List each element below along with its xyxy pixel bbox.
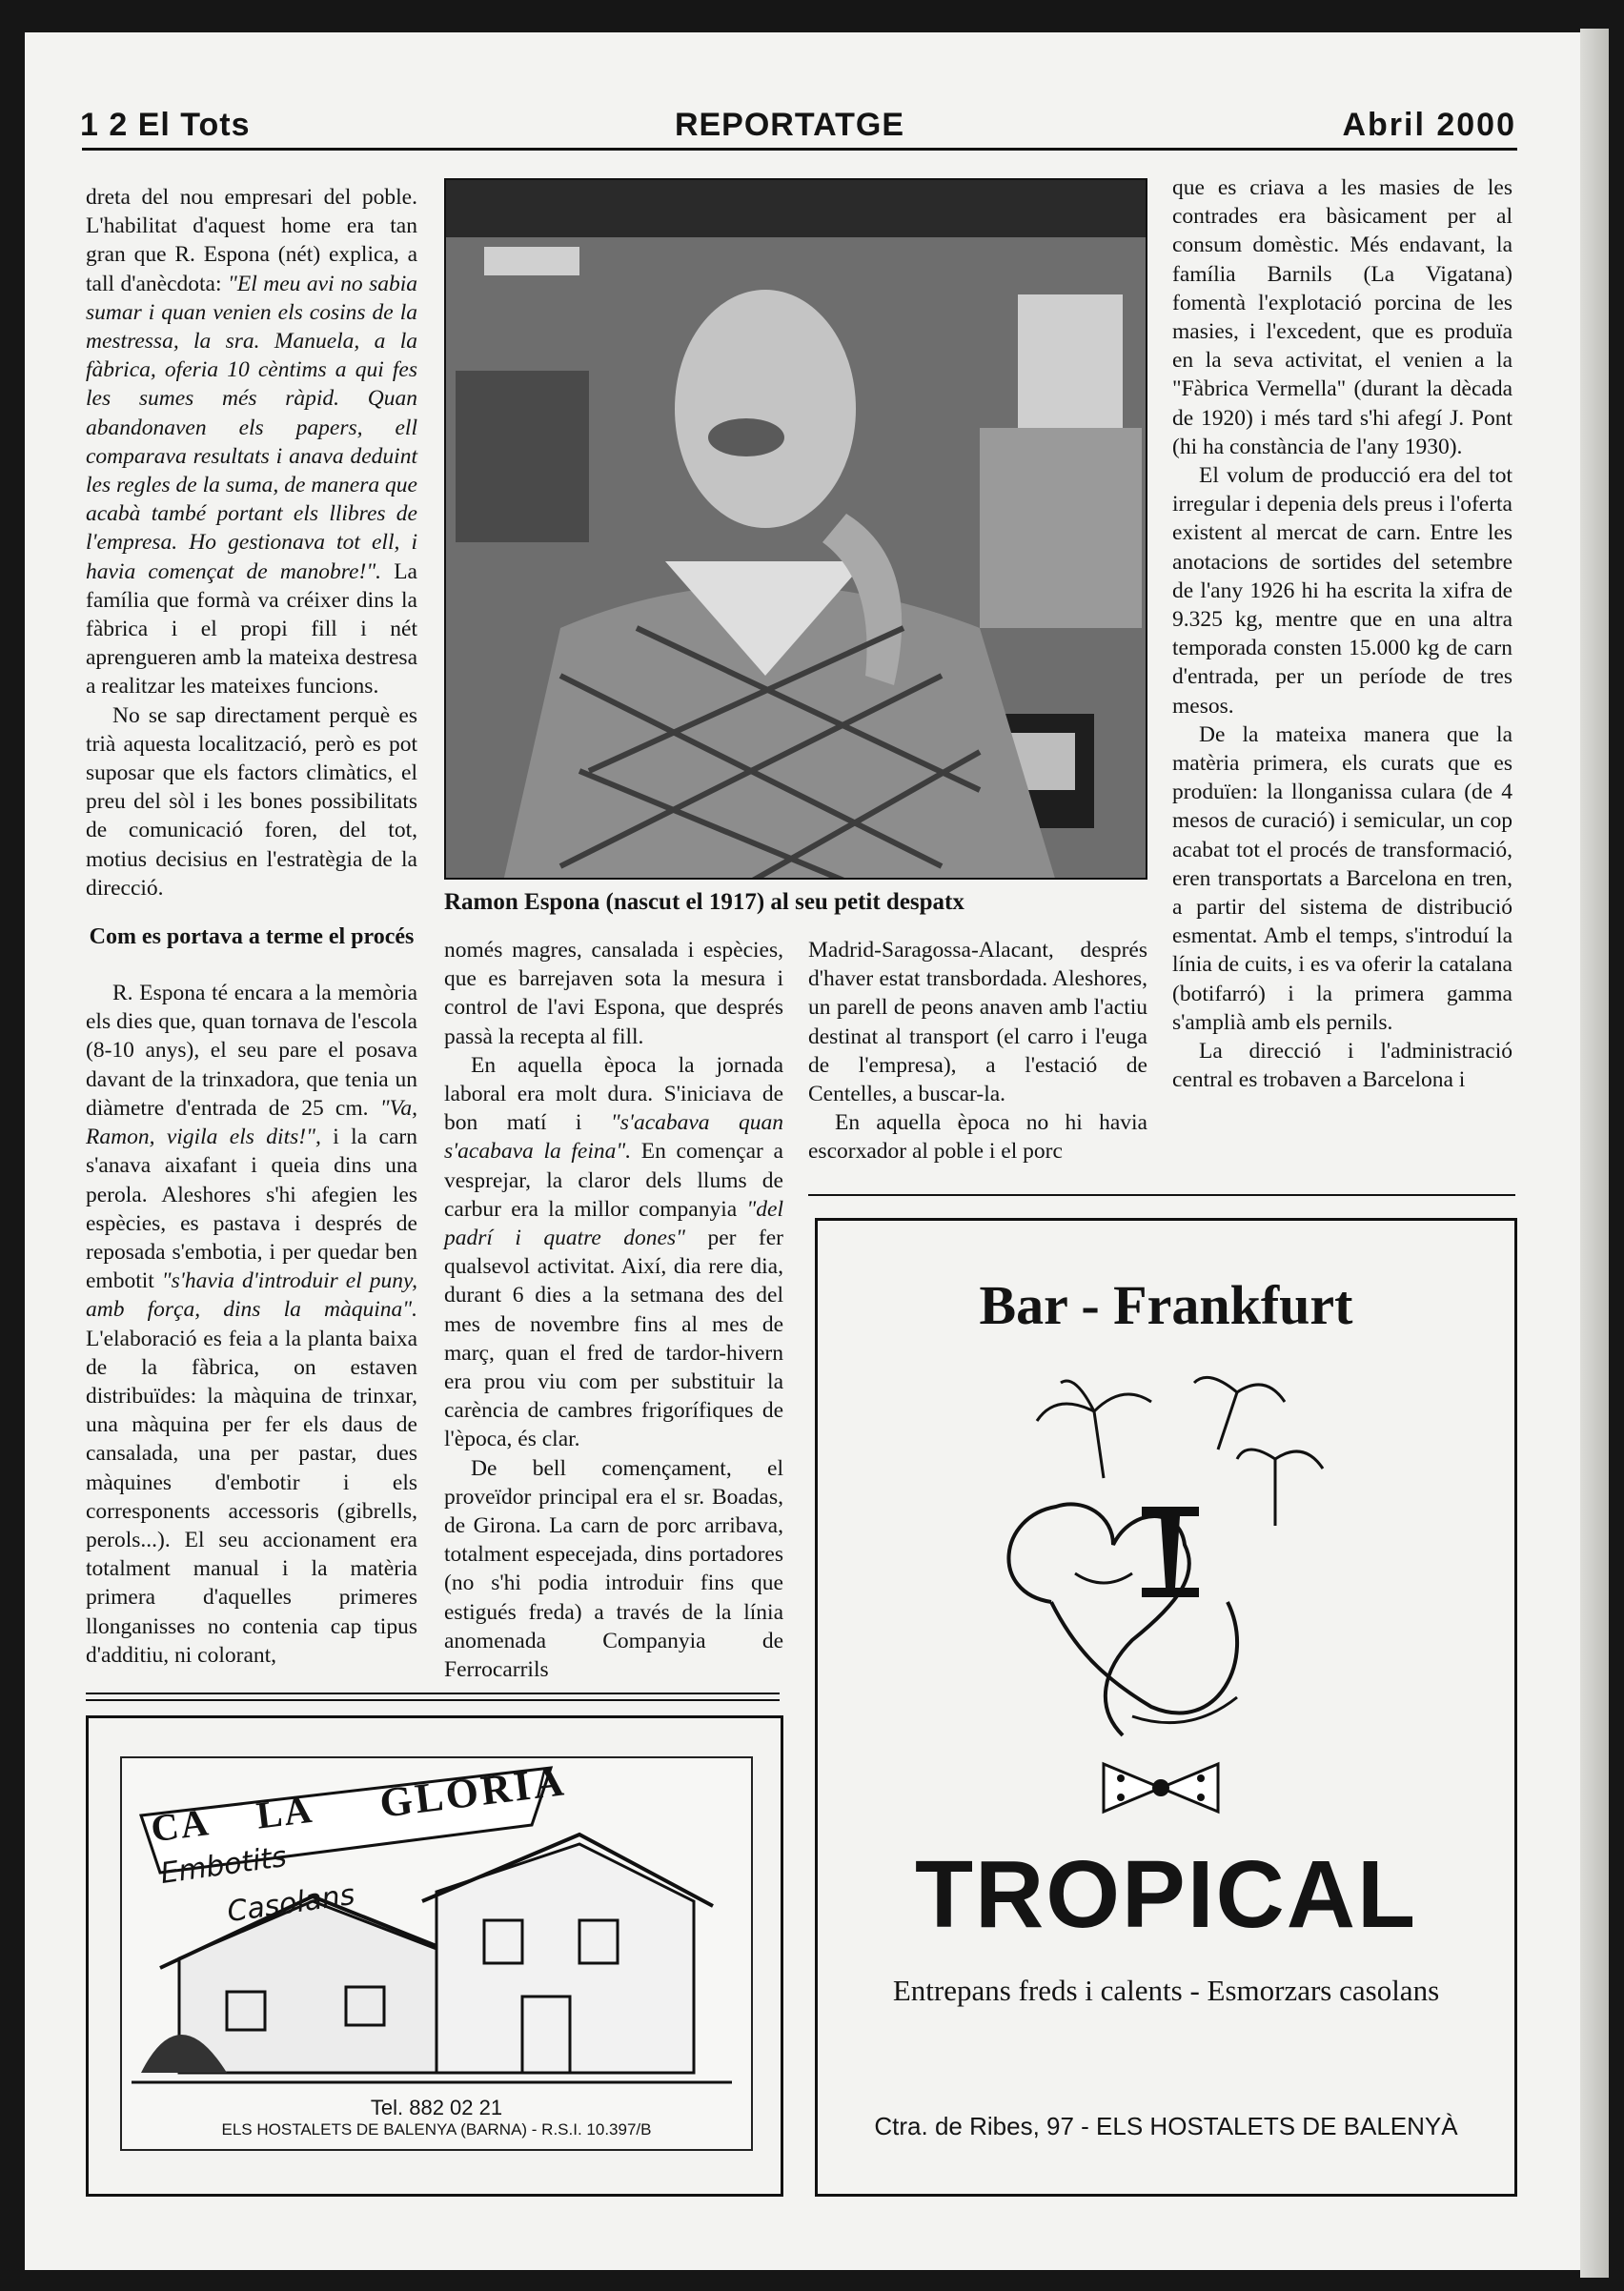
- section-rule: [808, 1194, 1515, 1196]
- article-column-3: [808, 936, 1147, 1166]
- ad-tropical-address: Ctra. de Ribes, 97 - ELS HOSTALETS DE BALENYÀ: [874, 2112, 1458, 2140]
- header-rule: [82, 148, 1517, 151]
- photo-caption: Ramon Espona (nascut el 1917) al seu petit despatx: [444, 889, 964, 915]
- paragraph: R. Espona té encara a la memòria els dies que, quan tornava de l'escola (8-10 anys), el seu pare el posava davant de la trinxadora, que tenia un diàmetre d'entrada de 25 cm. "Va, Ramon, vigila els dits!", i la carn s'anava aixafant i queia dins una perola. Aleshores s'hi afegien les espècies, es pastava i després de reposada s'embotia, i per quedar ben embotit "s'havia d'introduir el puny, amb força, dins la màquina". L'elaboració es feia a la planta baixa de la fàbrica, on estaven distribuïdes: la màquina de trinxar, una màquina per fer els daus de cansalada, una per pastar, dues màquines d'embotir i els corresponents accessoris (gibrells, perols...). El seu accionament era totalment manual i la matèria primera d'aquelles primeres llonganisses no contenia cap tipus d'additiu, ni colorant,: [86, 981, 418, 1668]
- ad-gloria-phone: Tel. 882 02 21: [370, 2096, 503, 2119]
- article-column-2: [444, 936, 783, 1684]
- paragraph: El volum de producció era del tot irregular i depenia dels preus i l'oferta existent al mercat de carn. Entre les anotacions de sortides del setembre de l'any 1926 hi ha escrita la xifra de 9.325 kg, mentre que en una altra temporada consten 15.000 kg de carn d'entrada, per un període de tres mesos.: [1172, 463, 1512, 719]
- paragraph: només magres, cansalada i espècies, que es barrejaven sota la mesura i control de l'avi Espona, que després passà la recepta al fill.: [444, 938, 783, 1049]
- bowtie: [1104, 1764, 1218, 1812]
- paragraph: En aquella època no hi havia escorxador al poble i el porc: [808, 1110, 1147, 1165]
- next-page-edge: [1580, 29, 1609, 2278]
- page-header: [63, 101, 1516, 149]
- portrait-photo-illustration: [446, 180, 1147, 880]
- section-rule: [86, 1693, 780, 1694]
- paragraph: que es criava a les masies de les contrades era bàsicament per al consum domèstic. Més endavant, la família Barnils (La Vigatana) fomentà l'explotació porcina de les masies, i l'excedent, que es produïa en la seva activitat, el venien a la "Fàbrica Vermella" (durant la dècada de 1920) i més tard s'hi afegí J. Pont (hi ha constància de l'any 1930).: [1172, 175, 1512, 459]
- portrait-photo: [444, 178, 1147, 880]
- paragraph: Madrid-Saragossa-Alacant, després d'haver estat transbordada. Aleshores, un parell de peons anaven amb l'actiu destinat al transport (el carro i l'euga de l'empresa), a l'estació de Centelles, a buscar-la.: [808, 938, 1147, 1107]
- ad-gloria-tagline-1: Embotits: [158, 1839, 289, 1892]
- article-column-4: [1172, 173, 1512, 1095]
- ad-gloria-tagline-2: Casolans: [225, 1877, 357, 1930]
- palm-heart-bowtie-logo: [818, 1354, 1514, 1850]
- ad-gloria-address: ELS HOSTALETS DE BALENYA (BARNA) - R.S.I. 10.397/B: [221, 2120, 652, 2139]
- paragraph: En aquella època la jornada laboral era molt dura. S'iniciava de bon matí i "s'acabava quan s'acabava la feina". En començar a vesprejar, la claror dels llums de carbur era la millor companyia "del padrí i quatre dones" per fer qualsevol activitat. Així, dia rere dia, durant 6 dies a la setmana des del mes de novembre fins al mes de març, quan el fred de tardor-hivern era prou viu com per substituir la carència de cambres frigorífiques de l'època, és clar.: [444, 1052, 784, 1452]
- brand-word-ca: CA: [148, 1800, 211, 1851]
- ad-brand-tropical: TROPICAL: [914, 1841, 1418, 1948]
- ad-bar-frankfurt-tropical: [815, 1218, 1517, 2197]
- subheading: Com es portava a terme el procés: [89, 924, 415, 950]
- brand-word-gloria: GLORIA: [376, 1757, 569, 1827]
- section-rule: [86, 1699, 780, 1701]
- paragraph: No se sap directament perquè es trià aquesta localització, però es pot suposar que els factors climàtics, el preu del sòl i les bones possibilitats de comunicació foren, del tot, motius decisius en l'estratègia de la direcció.: [86, 702, 417, 901]
- ad-tropical-tagline: Entrepans freds i calents - Esmorzars casolans: [892, 1974, 1440, 2007]
- ad-bar-name: Bar - Frankfurt: [979, 1274, 1353, 1336]
- ad-ca-la-gloria: [86, 1715, 783, 2197]
- section-title: REPORTATGE: [674, 107, 905, 143]
- paragraph: De bell començament, el proveïdor principal era el sr. Boadas, de Girona. La carn de porc arribava, totalment especejada, dins portadores (no s'hi podia introduir fins que estigués freda) a través de la línia anomenada Companyia de Ferrocarrils: [444, 1455, 783, 1683]
- page-number-publication: 1 2 El Tots: [80, 107, 251, 143]
- paragraph: dreta del nou empresari del poble. L'habilitat d'aquest home era tan gran que R. Espona (nét) explica, a tall d'anècdota: "El meu avi no sabia sumar i quan venien els cosins de la mestressa, la sra. Manuela, a la fàbrica, oferia 10 cèntims a qui fes les sumes més ràpid. Quan abandonaven els papers, ell comparava resultats i anava deduint les regles de la suma, de manera que acabà també portant els llibres de l'empresa. Ho gestionava tot ell, i havia començat de manobre!". La família que formà va créixer dins la fàbrica i el propi fill i nét aprengueren amb la mateixa destresa a realitzar les mateixes funcions.: [86, 185, 417, 699]
- ad-gloria-frame: [120, 1756, 753, 2151]
- issue-date: Abril 2000: [1342, 107, 1516, 143]
- paragraph: De la mateixa manera que la matèria primera, els curats que es produïen: la llonganissa culara (de 4 mesos de curació) i semicular, un cop acabat tot el procés de transformació, eren transportats a Barcelona en tren, a partir del sistema de distribució esmentat. Amb el temps, s'introduí la línia de cuits, i es va oferir la catalana (botifarró) i la primera gamma s'amplià amb els pernils.: [1172, 721, 1512, 1035]
- paragraph: La direcció i l'administració central es trobaven a Barcelona i: [1172, 1039, 1512, 1093]
- article-column-1: [86, 183, 417, 1670]
- brand-word-la: LA: [254, 1787, 316, 1837]
